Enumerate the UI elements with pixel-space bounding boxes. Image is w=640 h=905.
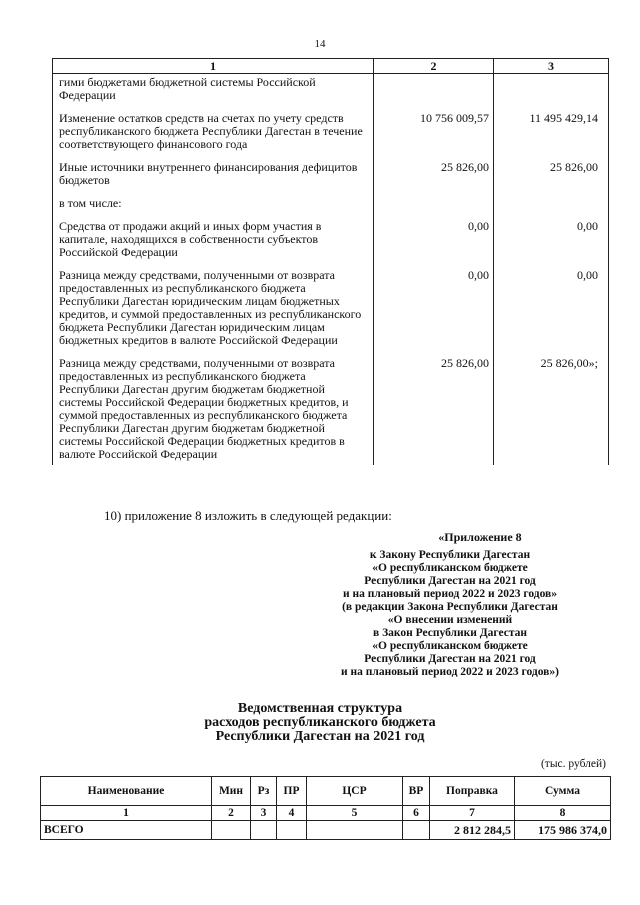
appendix-line: и на плановый период 2022 и 2023 годов»)	[341, 666, 559, 678]
column-header: ПР	[277, 777, 307, 806]
row-value-2021	[374, 74, 494, 113]
row-description: Средства от продажи акций и иных форм участия в капитале, находящихся в собственности субъектов Российской Федерации	[53, 220, 374, 269]
heading-line: расходов республиканского бюджета	[204, 715, 436, 730]
total-label: ВСЕГО	[41, 821, 212, 840]
heading-line: Ведомственная структура	[237, 701, 403, 716]
row-description: Изменение остатков средств на счетах по учету средств республиканского бюджета Республики Дагестан в течение соответствующего финансового года	[53, 112, 374, 161]
table-header-row	[41, 777, 611, 806]
column-header: Наименование	[41, 777, 212, 806]
empty-cell	[307, 821, 403, 840]
row-description: Разница между средствами, полученными от возврата предоставленных из республиканского бюджета Республики Дагестан другим бюджетам бюджетной системы Российской Федерации бюджетных кредитов, и суммой предоставленных из республиканского бюджета Республики Дагестан другим бюджетам бюджетной системы Российской Федерации бюджетных кредитов в валюте Российской Федерации	[53, 357, 374, 465]
appendix-line: к Закону Республики Дагестан	[369, 549, 531, 561]
appendix-title: «Приложение 8	[438, 530, 522, 544]
row-description: Иные источники внутреннего финансирования дефицитов бюджетов	[53, 161, 374, 197]
column-index-row	[41, 806, 611, 821]
column-index: 2	[212, 806, 251, 821]
column-header: 3	[494, 59, 609, 74]
empty-cell	[277, 821, 307, 840]
appendix-line: «О республиканском бюджете	[372, 640, 528, 652]
table-row	[53, 161, 609, 197]
row-value-2022	[494, 197, 609, 220]
column-header: 2	[374, 59, 494, 74]
appendix-line: «О республиканском бюджете	[372, 562, 528, 574]
row-value-2021: 0,00	[374, 269, 494, 357]
row-value-2021	[374, 197, 494, 220]
document-heading	[0, 702, 640, 744]
row-value-2022: 25 826,00»;	[494, 357, 609, 465]
column-header: Сумма	[515, 777, 611, 806]
total-row	[41, 821, 611, 840]
row-value-2021: 25 826,00	[374, 357, 494, 465]
column-index: 7	[430, 806, 515, 821]
departmental-structure-table	[40, 776, 611, 840]
column-header: 1	[53, 59, 374, 74]
column-index: 8	[515, 806, 611, 821]
row-value-2021: 25 826,00	[374, 161, 494, 197]
row-value-2022	[494, 74, 609, 113]
table-row	[53, 269, 609, 357]
appendix-line: (в редакции Закона Республики Дагестан	[342, 601, 558, 613]
column-header: ЦСР	[307, 777, 403, 806]
column-index: 4	[277, 806, 307, 821]
empty-cell	[251, 821, 277, 840]
table-row	[53, 112, 609, 161]
row-value-2022: 0,00	[494, 269, 609, 357]
column-header: Рз	[251, 777, 277, 806]
table-row	[53, 197, 609, 220]
financing-sources-table	[52, 58, 609, 465]
row-value-2022: 0,00	[494, 220, 609, 269]
row-value-2022: 25 826,00	[494, 161, 609, 197]
column-header: ВР	[403, 777, 430, 806]
column-index: 6	[403, 806, 430, 821]
appendix-line: «О внесении изменений	[387, 614, 513, 626]
row-value-2022: 11 495 429,14	[494, 112, 609, 161]
total-amendment: 2 812 284,5	[430, 821, 515, 840]
row-description: гими бюджетами бюджетной системы Российской Федерации	[53, 74, 374, 113]
column-header: Поправка	[430, 777, 515, 806]
column-index: 1	[41, 806, 212, 821]
appendix-line: Республики Дагестан на 2021 год	[364, 653, 536, 665]
appendix-line: в Закон Республики Дагестан	[373, 627, 527, 639]
page-number: 14	[314, 38, 326, 50]
table-row	[53, 357, 609, 465]
appendix-line: Республики Дагестан на 2021 год	[364, 575, 536, 587]
empty-cell	[403, 821, 430, 840]
column-index: 5	[307, 806, 403, 821]
appendix-line: и на плановый период 2022 и 2023 годов»	[342, 588, 558, 600]
column-index: 3	[251, 806, 277, 821]
heading-line: Республики Дагестан на 2021 год	[215, 729, 425, 744]
table-header-row	[53, 59, 609, 74]
row-value-2021: 10 756 009,57	[374, 112, 494, 161]
table-row	[53, 74, 609, 113]
row-value-2021: 0,00	[374, 220, 494, 269]
row-description: в том числе:	[53, 197, 374, 220]
amendment-paragraph: 10) приложение 8 изложить в следующей редакции:	[104, 508, 392, 523]
column-header: Мин	[212, 777, 251, 806]
units-label: (тыс. рублей)	[540, 758, 606, 770]
appendix-header	[300, 531, 600, 679]
total-sum: 175 986 374,0	[515, 821, 611, 840]
table-row	[53, 220, 609, 269]
row-description: Разница между средствами, полученными от возврата предоставленных из республиканского бюджета Республики Дагестан юридическим лицам бюджетных кредитов, и суммой предоставленных из республиканского бюджета Республики Дагестан юридическим лицам бюджетных кредитов в валюте Российской Федерации	[53, 269, 374, 357]
empty-cell	[212, 821, 251, 840]
